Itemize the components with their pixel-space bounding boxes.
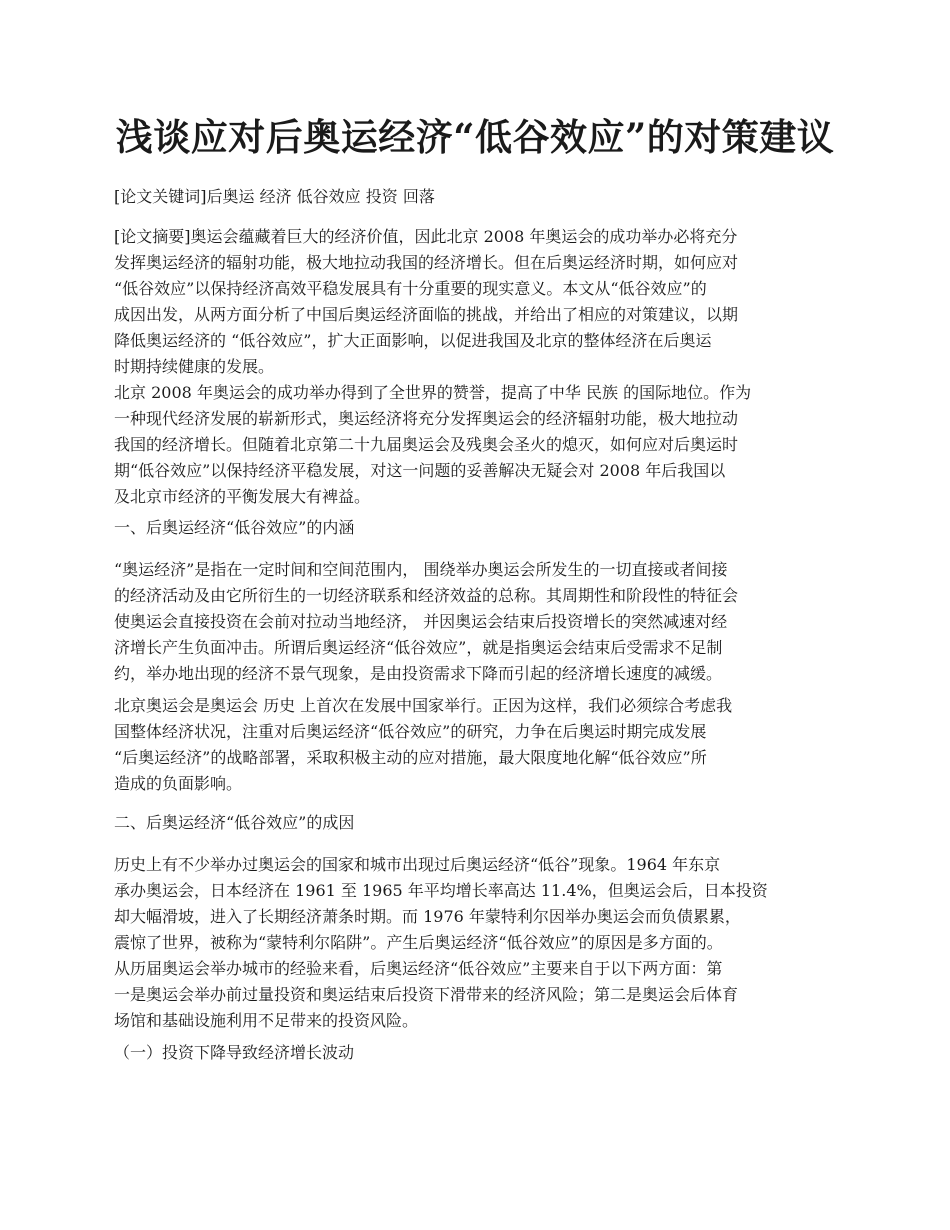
keywords-line: [论文关键词]后奥运 经济 低谷效应 投资 回落 [114, 187, 435, 206]
text-line: 造成的负面影响。 [114, 774, 243, 793]
text-line: 我国的经济增长。但随着北京第二十九届奥运会及残奥会圣火的熄灭，如何应对后奥运时 [114, 435, 739, 454]
section-1-paragraph-2 [114, 693, 842, 797]
subsection-1-heading: （一）投资下降导致经济增长波动 [114, 1043, 355, 1062]
text-line: 北京奥运会是奥运会 历史 上首次在发展中国家举行。正因为这样，我们必须综合考虑我 [114, 696, 733, 715]
text-line: 历史上有不少举办过奥运会的国家和城市出现过后奥运经济“低谷”现象。1964 年东京 [114, 855, 721, 874]
text-line: 从历届奥运会举办城市的经验来看，后奥运经济“低谷效应”主要来自于以下两方面：第 [114, 959, 723, 978]
text-line: 震惊了世界，被称为“蒙特利尔陷阱”。产生后奥运经济“低谷效应”的原因是多方面的。 [114, 933, 723, 952]
text-line: 国整体经济状况，注重对后奥运经济“低谷效应”的研究，力争在后奥运时期完成发展 [114, 722, 707, 741]
abstract-paragraph [114, 224, 842, 380]
text-line: 的经济活动及由它所衍生的一切经济联系和经济效益的总称。其周期性和阶段性的特征会 [114, 586, 739, 605]
document-title: 浅谈应对后奥运经济“低谷效应”的对策建议 [115, 115, 835, 159]
section-2-paragraph-1 [114, 852, 842, 1034]
text-line: “奥运经济”是指在一定时间和空间范围内， 围绕举办奥运会所发生的一切直接或者间接 [114, 560, 728, 579]
text-line: “后奥运经济”的战略部署，采取积极主动的应对措施，最大限度地化解“低谷效应”所 [114, 748, 707, 767]
section-1-paragraph-1 [114, 557, 842, 687]
text-line: 北京 2008 年奥运会的成功举办得到了全世界的赞誉，提高了中华 民族 的国际地位。作为 [114, 383, 752, 402]
text-line: 约，举办地出现的经济不景气现象，是由投资需求下降而引起的经济增长速度的减缓。 [114, 664, 723, 683]
text-line: 及北京市经济的平衡发展大有裨益。 [114, 487, 371, 506]
text-line: 期“低谷效应”以保持经济平稳发展，对这一问题的妥善解决无疑会对 2008 年后我国以 [114, 461, 726, 480]
intro-paragraph [114, 380, 842, 510]
text-line: 发挥奥运经济的辐射功能，极大地拉动我国的经济增长。但在后奥运经济时期，如何应对 [114, 253, 739, 272]
text-line: 时期持续健康的发展。 [114, 357, 275, 376]
text-line: 济增长产生负面冲击。所谓后奥运经济“低谷效应”，就是指奥运会结束后受需求不足制 [114, 638, 723, 657]
text-line: 使奥运会直接投资在会前对拉动当地经济， 并因奥运会结束后投资增长的突然减速对经 [114, 612, 728, 631]
section-1-heading: 一、后奥运经济“低谷效应”的内涵 [114, 518, 355, 537]
section-2-heading: 二、后奥运经济“低谷效应”的成因 [114, 813, 355, 832]
text-line: 成因出发，从两方面分析了中国后奥运经济面临的挑战，并给出了相应的对策建议，以期 [114, 305, 739, 324]
text-line: 降低奥运经济的 “低谷效应”，扩大正面影响，以促进我国及北京的整体经济在后奥运 [114, 331, 712, 350]
text-line: [论文摘要]奥运会蕴藏着巨大的经济价值，因此北京 2008 年奥运会的成功举办必将充分 [114, 227, 738, 246]
text-line: 一是奥运会举办前过量投资和奥运结束后投资下滑带来的经济风险；第二是奥运会后体育 [114, 985, 739, 1004]
text-line: 一种现代经济发展的崭新形式，奥运经济将充分发挥奥运会的经济辐射功能，极大地拉动 [114, 409, 739, 428]
text-line: “低谷效应”以保持经济高效平稳发展具有十分重要的现实意义。本文从“低谷效应”的 [114, 279, 707, 298]
text-line: 却大幅滑坡，进入了长期经济萧条时期。而 1976 年蒙特利尔因举办奥运会而负债累累， [114, 907, 741, 926]
text-line: 场馆和基础设施利用不足带来的投资风险。 [114, 1011, 419, 1030]
text-line: 承办奥运会，日本经济在 1961 至 1965 年平均增长率高达 11.4%，但奥运会后，日本投资 [114, 881, 768, 900]
